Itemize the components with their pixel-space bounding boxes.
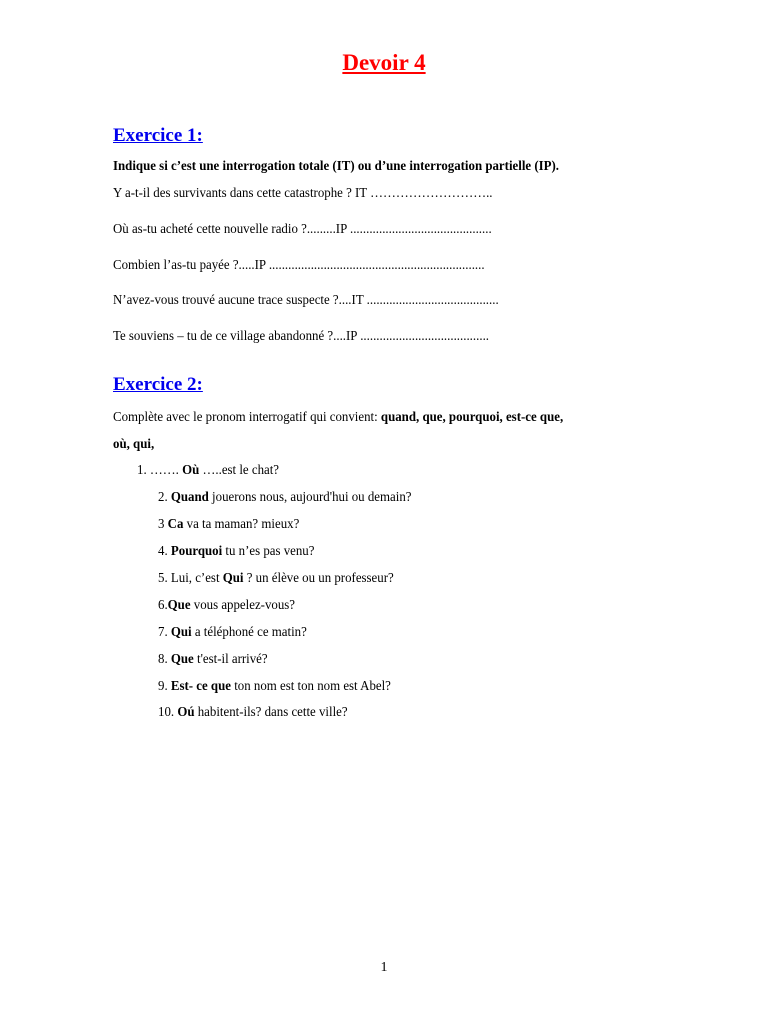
list-item [158, 571, 394, 587]
item-rest: vous appelez-vous? [190, 598, 296, 613]
item-rest: jouerons nous, aujourd'hui ou demain? [208, 490, 412, 505]
item-rest: …..est le chat? [199, 463, 280, 478]
exercise-1-heading: Exercice 1: [113, 125, 203, 146]
item-answer: Où [182, 463, 200, 478]
item-answer: Ca [167, 517, 184, 532]
item-prefix: 9. [158, 679, 171, 694]
item-answer: Est- ce que [170, 679, 231, 694]
item-rest: t'est-il arrivé? [193, 652, 268, 667]
item-answer: Que [170, 652, 194, 667]
item-rest: tu n’es pas venu? [222, 544, 315, 559]
item-answer: Quand [170, 490, 209, 505]
page-title: Devoir 4 [342, 50, 426, 75]
exercise-1-line: N’avez-vous trouvé aucune trace suspecte ?....IT ......................................... [113, 293, 499, 308]
list-item [158, 625, 307, 641]
instruction-text: Complète avec le pronom interrogatif qui convient: [113, 410, 381, 425]
list-item [158, 679, 391, 695]
exercise-2-instruction [113, 410, 563, 426]
exercise-2-instruction-cont: où, qui, [113, 437, 155, 452]
item-rest: ? un élève ou un professeur? [243, 571, 394, 586]
list-item [158, 517, 299, 533]
item-prefix: 4. [158, 544, 171, 559]
item-answer: Pourquoi [170, 544, 223, 559]
item-prefix: 7. [158, 625, 171, 640]
item-rest: habitent-ils? dans cette ville? [194, 705, 348, 720]
exercise-2-heading: Exercice 2: [113, 374, 203, 395]
exercise-1-line: Où as-tu acheté cette nouvelle radio ?.........IP ............................................ [113, 222, 492, 237]
pronoun-list: quand, que, pourquoi, est-ce que, [380, 410, 564, 425]
list-item [158, 705, 348, 721]
list-item [158, 544, 314, 560]
exercise-1-line: Y a-t-il des survivants dans cette catastrophe ? IT ……………………….. [113, 186, 493, 201]
list-item [158, 652, 268, 668]
item-answer: Oú [177, 705, 195, 720]
list-item [158, 490, 411, 506]
page-number: 1 [380, 960, 388, 975]
exercise-1-line: Combien l’as-tu payée ?.....IP ................................................................... [113, 258, 485, 273]
exercise-1-instruction: Indique si c’est une interrogation totale (IT) ou d’une interrogation partielle (IP). [113, 159, 560, 174]
item-rest: va ta maman? mieux? [183, 517, 300, 532]
exercise-1-line: Te souviens – tu de ce village abandonné ?....IP ........................................ [113, 329, 490, 344]
item-answer: Qui [170, 625, 192, 640]
item-prefix: 10. [158, 705, 178, 720]
list-item [137, 463, 279, 479]
item-answer: Que [167, 598, 191, 613]
list-item [158, 598, 295, 614]
item-prefix: 3 [158, 517, 168, 532]
item-rest: ton nom est ton nom est Abel? [230, 679, 391, 694]
item-rest: a téléphoné ce matin? [191, 625, 307, 640]
item-prefix: 6. [158, 598, 168, 613]
item-answer: Qui [222, 571, 244, 586]
item-prefix: 8. [158, 652, 171, 667]
item-prefix: 1. ……. [137, 463, 183, 478]
item-prefix: 2. [158, 490, 171, 505]
item-prefix: 5. Lui, c’est [158, 571, 223, 586]
